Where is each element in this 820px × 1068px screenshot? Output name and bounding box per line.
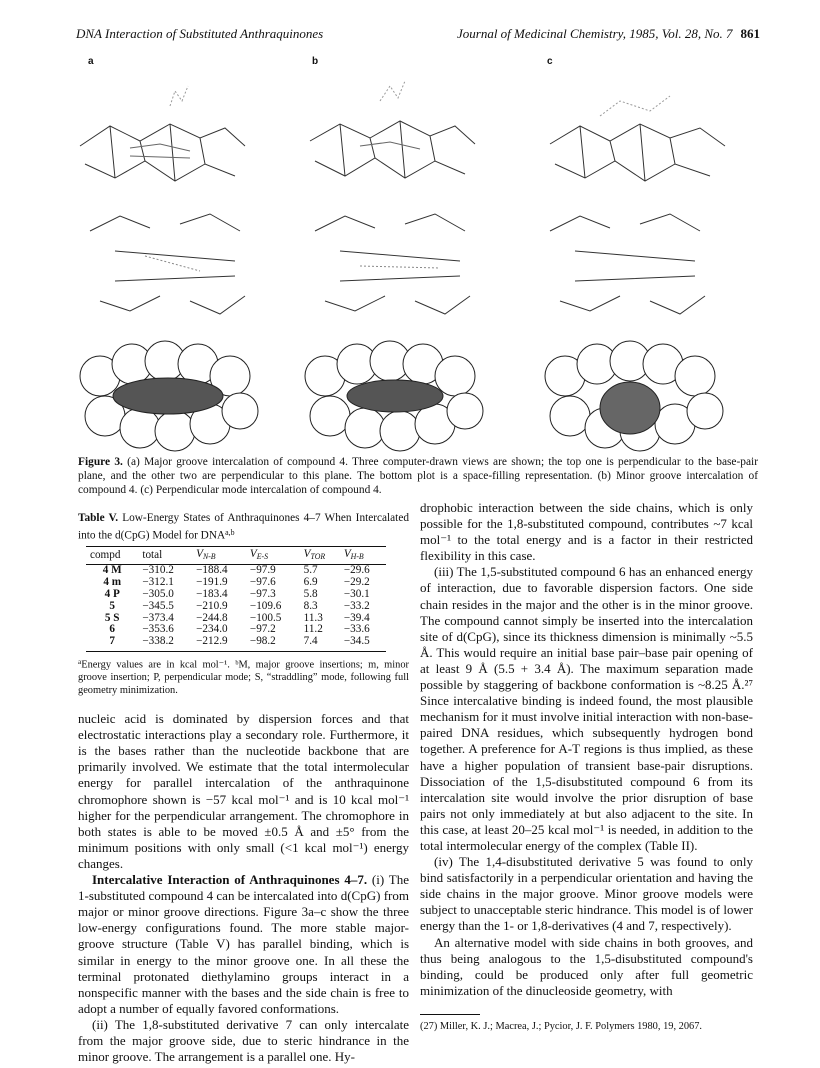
panel-c-space-filling (545, 341, 723, 451)
panel-a-side-view (90, 214, 245, 314)
header-vnb: $V_{N-B}$ (192, 546, 246, 565)
table-label: Table V. (78, 512, 119, 524)
energy-table (86, 546, 386, 652)
table-cell: 11.3 (303, 611, 323, 624)
panel-b-top-view (310, 81, 475, 178)
table-cell: −212.9 (192, 636, 246, 651)
header-total: total (138, 546, 192, 565)
table-cell: −183.4 (196, 588, 228, 601)
table-cell: −100.5 (249, 611, 282, 624)
right-column (420, 500, 753, 999)
table-cell: −29.6 (343, 564, 370, 577)
paragraph-7: An alternative model with side chains in both grooves, and thus being analogous to the 1,5-disubstituted compound's binding, could be produced only after full geometric minimization of the dinucleoside geometry, with (420, 934, 753, 998)
table-cell: −191.9 (196, 576, 228, 589)
table-cell: −34.5 (340, 636, 386, 651)
table-cell: −97.6 (249, 576, 276, 589)
table-cell-compound: 7 (86, 636, 138, 651)
table-header-row (86, 546, 386, 565)
header-compd: compd (86, 546, 138, 565)
table-title: Table V. Low-Energy States of Anthraquinones 4–7 When Intercalated into the d(CpG) Model for DNA$^{a,b}$ (78, 512, 409, 542)
table-cell: −310.2 (142, 564, 174, 577)
caption-text: (a) Major groove intercalation of compound 4. Three computer-drawn views are shown; the top one is perpendicular to the base-pair plane, and the other two are perpendicular to this plane. The bottom plot is a space-filling representation. (b) Minor groove intercalation of compound 4. (c) Perpendicular mode intercalation of compound 4. (78, 456, 758, 497)
table-cell: −97.2 (249, 623, 276, 636)
table-cell: 6.9 (303, 576, 318, 589)
table-row (86, 577, 386, 589)
table-cell: −33.6 (343, 623, 370, 636)
table-cell: −305.0 (142, 588, 174, 601)
table-cell: −98.2 (246, 636, 300, 651)
table-cell: −30.1 (343, 588, 370, 601)
table-cell-compound: 4 P (104, 588, 120, 601)
table-cell-compound: 6 (109, 623, 115, 636)
figure-caption (78, 455, 758, 498)
table-cell: −210.9 (196, 599, 228, 612)
panel-b-space-filling (305, 341, 483, 451)
table-row (86, 636, 386, 651)
table-cell: −29.2 (343, 576, 370, 589)
figure-3 (60, 46, 760, 454)
panel-label-b: b (312, 56, 319, 67)
table-cell: 5.8 (303, 588, 318, 601)
table-cell: 5.7 (303, 564, 318, 577)
page-number: 861 (740, 26, 760, 41)
table-row (86, 613, 386, 625)
table-footnote: $^a$Energy values are in kcal mol⁻¹. ᵇM, major groove insertions; m, minor groove insertion; P, perpendicular mode; S, “straddling” mode, following full geometry minimization. (78, 658, 409, 696)
table-cell-compound: 5 S (104, 611, 120, 624)
table-cell: −373.4 (142, 611, 174, 624)
table-cell-compound: 4 m (103, 576, 122, 589)
molecular-views (60, 46, 760, 454)
footnote-reference: (27) Miller, K. J.; Macrea, J.; Pycior, J. F. Polymers 1980, 19, 2067. (420, 1021, 703, 1032)
section-heading: Intercalative Interaction of Anthraquinones 4–7. (92, 872, 368, 888)
table-row (86, 624, 386, 636)
header-vtor: $V_{TOR}$ (300, 546, 340, 565)
paragraph-6: (iv) The 1,4-disubstituted derivative 5 was found to only bind satisfactorily in a perpendicular orientation and having the side chains in the major groove. Minor groove models were subject to unacceptable steric hindrance. This model is of lower energy than the 1- or 1,8-derivatives (4 and 7, respectively). (420, 854, 753, 934)
table-cell-compound: 5 (109, 599, 115, 612)
paragraph-4: drophobic interaction between the side chains, which is only possible for the 1,8-substituted compound, contributes ~7 kcal mol⁻¹ to the total energy and is a factor in their restricted flexibility in this case. (420, 500, 753, 564)
table-cell: −97.9 (249, 564, 276, 577)
table-row (86, 601, 386, 613)
header-ves: $V_{E-S}$ (246, 546, 300, 565)
paragraph-5: (iii) The 1,5-substituted compound 6 has an enhanced energy of interaction, due to favorable dispersion factors. One side chain resides in the major and the other is in the minor groove. The compound cannot simply be inserted into the intercalation site of d(CpG), since its thickness dimension is minimally ~5.5 Å. This would require an initial base pair–base pair opening of at least 9 Å (5.5 + 3.4 Å). The maximum separation made possible by staggering of backbone conformation is ~8.25 Å.²⁷ Since intercalative binding is indeed found, the most plausible mechanism for it must involve initial interaction with non-base-paired DNA residues, which subsequently hydrogen bond together. A preference for A-T regions is thus implied, as these have a higher population of transient base-pair disruptions. Dissociation of the 1,5-disubstituted compound 6 from its intercalation site would involve the prior disruption of base pairs not only immediately at but also adjacent to the site. In this case, at least 20–25 kcal mol⁻¹ is needed, in addition to the total intermolecular energy of the complex (Table II). (420, 564, 753, 853)
table-cell: −312.1 (142, 576, 174, 589)
paragraph-3: (ii) The 1,8-substituted derivative 7 can only intercalate from the major groove side, due to steric hindrance in the minor groove. The arrangement is a parallel one. Hy- (78, 1016, 409, 1065)
paragraph-2: Intercalative Interaction of Anthraquinones 4–7. (i) The 1-substituted compound 4 can be intercalated into d(CpG) from major or minor groove directions. Figure 3a–c show the three low-energy configurations found. The more stable major-groove structure (Table V) has parallel binding, which is similar in energy to the minor groove one. In all these the terminal protonated diethylamino groups interact in a nonspecific manner with the bases and the side chain is free to adopt a number of equally favored conformations. (78, 872, 409, 1016)
table-cell: 11.2 (303, 623, 323, 636)
panel-label-a: a (88, 56, 94, 67)
table-cell: −188.4 (196, 564, 228, 577)
running-title: DNA Interaction of Substituted Anthraquinones (76, 26, 324, 41)
table-cell: −338.2 (138, 636, 192, 651)
table-body (86, 565, 386, 652)
footnote-rule (420, 1014, 480, 1015)
table-cell: 7.4 (300, 636, 340, 651)
panel-label-c: c (547, 56, 553, 67)
table-row (86, 565, 386, 577)
table-cell-compound: 4 M (102, 564, 122, 577)
journal-citation: Journal of Medicinal Chemistry, 1985, Vol. 28, No. 7 861 (456, 26, 760, 41)
table-cell: −244.8 (196, 611, 228, 624)
table-cell: −109.6 (249, 599, 282, 612)
caption-label: Figure 3. (78, 456, 123, 468)
table-cell: 8.3 (303, 599, 318, 612)
table-cell: −345.5 (142, 599, 174, 612)
table-cell: −39.4 (343, 611, 370, 624)
panel-c-top-view (550, 96, 725, 181)
panel-b-side-view (315, 214, 470, 314)
running-header (76, 26, 760, 44)
table-cell: −234.0 (196, 623, 228, 636)
table-row (86, 589, 386, 601)
table-cell: −97.3 (249, 588, 276, 601)
table-cell: −33.2 (343, 599, 370, 612)
panel-a-top-view (80, 86, 245, 181)
panel-a-space-filling (80, 341, 258, 451)
left-column (78, 512, 409, 1065)
paragraph-1: nucleic acid is dominated by dispersion forces and that electrostatic interactions play a secondary role. Furthermore, it is the bases rather than the nucleotide backbone that are primarily involved. We estimate that the total intermolecular energy for parallel intercalation of the anthraquinone chromophore shown is −57 kcal mol⁻¹ and is 10 kcal mol⁻¹ higher for the perpendicular arrangement. The chromophore in both states is able to be moved ±0.5 Å and ±5° from the minimum positions with only small (<1 kcal mol⁻¹) energy changes. (78, 711, 409, 871)
panel-c-side-view (550, 214, 705, 314)
header-vhb: $V_{H-B}$ (340, 546, 386, 565)
table-cell: −353.6 (142, 623, 174, 636)
